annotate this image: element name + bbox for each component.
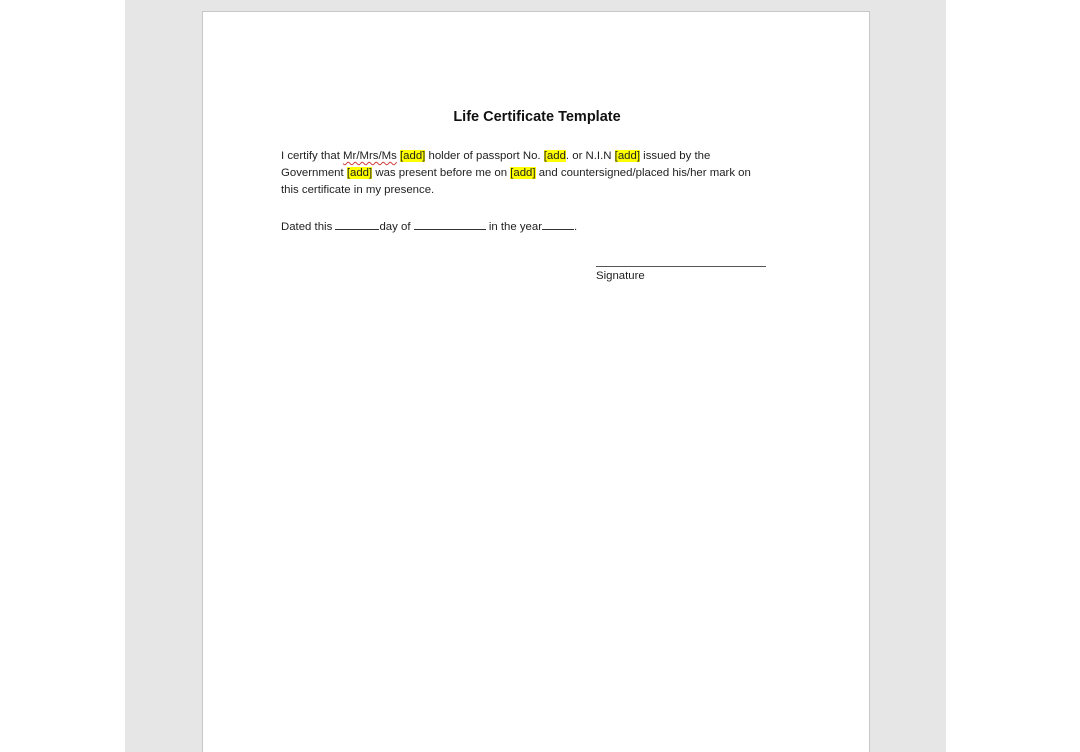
placeholder-nin: [add] <box>614 150 640 162</box>
paragraph-line-2 <box>281 165 801 182</box>
in-the-year-label: in the year <box>485 221 543 233</box>
placeholder-government: [add] <box>346 167 373 180</box>
paragraph-line-1 <box>281 148 801 165</box>
text-segment: was present before me on <box>372 167 511 180</box>
year-blank <box>542 218 574 230</box>
placeholder-date: [add] <box>510 167 536 180</box>
text-segment: holder of passport No. <box>425 150 544 162</box>
certification-paragraph <box>281 148 801 200</box>
dated-line <box>281 218 577 233</box>
text-segment: and countersigned/placed his/her mark on <box>535 167 751 180</box>
text-segment: . or N.I.N <box>565 150 615 162</box>
honorific-text-misspelled: Mr/Mrs/Ms <box>343 150 397 162</box>
placeholder-name: [add] <box>400 150 426 162</box>
signature-line <box>596 266 766 267</box>
document-page[interactable] <box>202 11 870 752</box>
signature-label: Signature <box>596 270 645 282</box>
text-segment: issued by the <box>640 150 711 162</box>
dated-this-label: Dated this <box>281 221 336 233</box>
placeholder-passport-no: [add <box>543 150 566 162</box>
document-title: Life Certificate Template <box>453 109 621 125</box>
text-segment: Government <box>281 167 347 180</box>
day-of-label: day of <box>379 221 414 233</box>
period: . <box>574 221 578 233</box>
month-blank <box>414 218 486 230</box>
day-blank <box>335 218 379 230</box>
paragraph-line-3: this certificate in my presence. <box>281 184 435 197</box>
text-segment: I certify that <box>281 150 344 162</box>
